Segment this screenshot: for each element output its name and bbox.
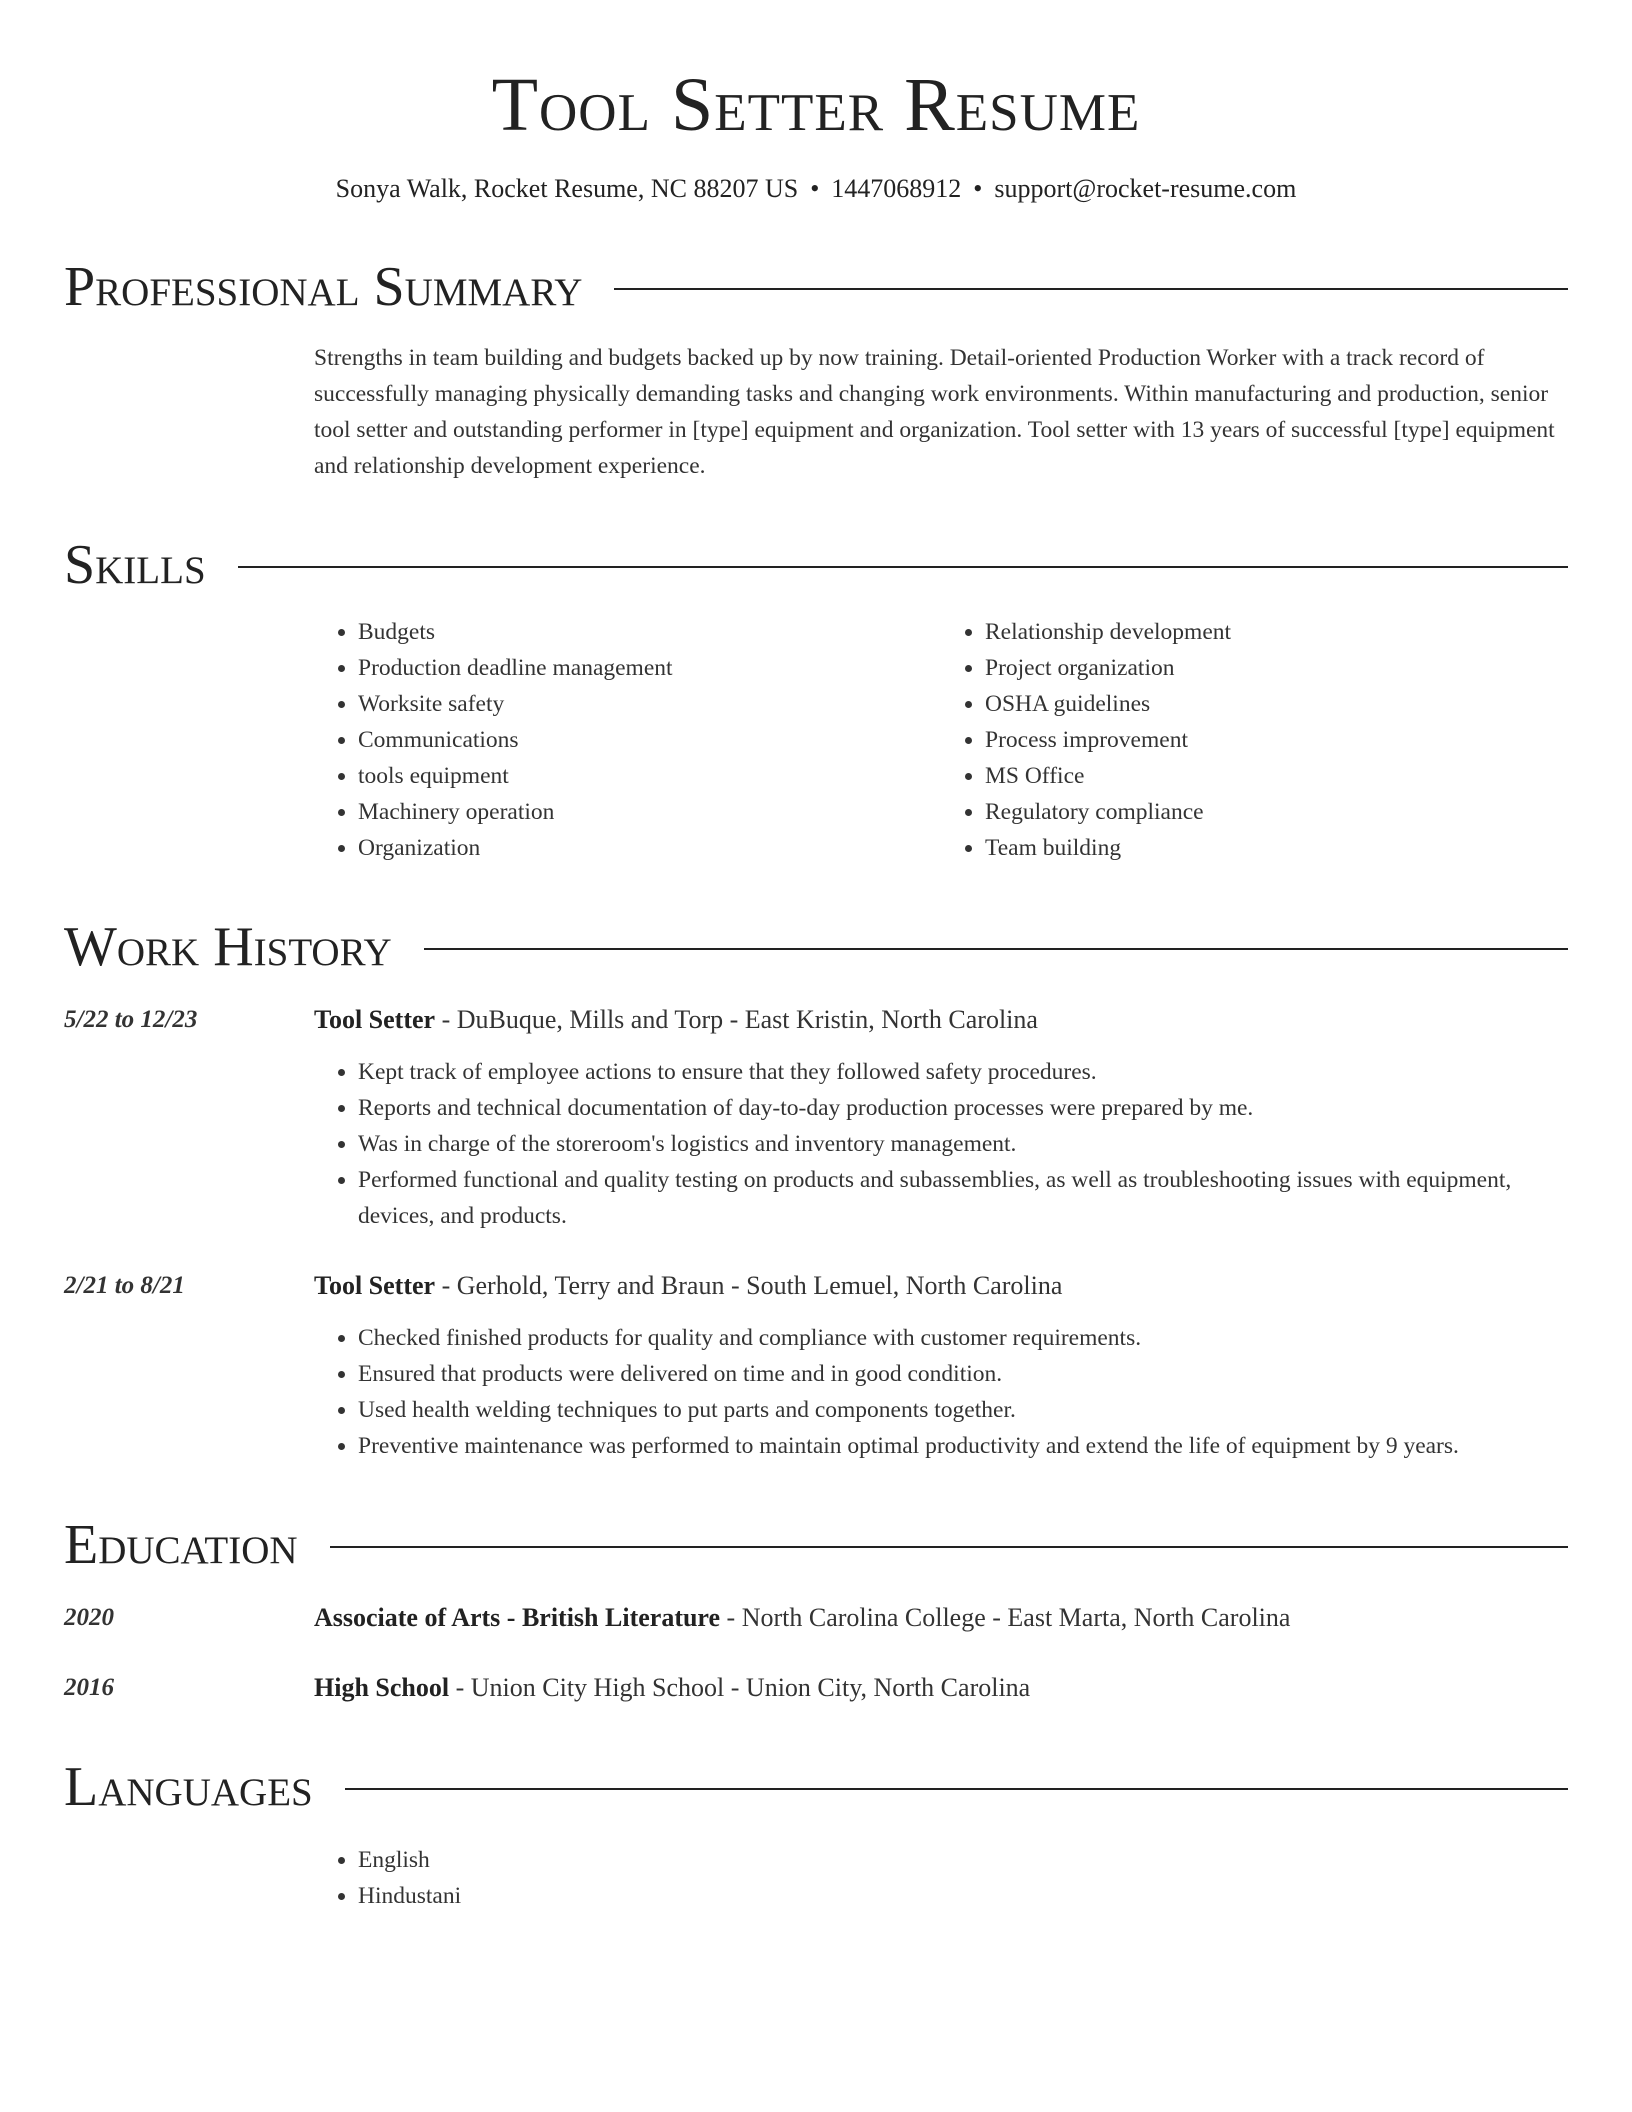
job-duties bbox=[314, 1054, 1568, 1234]
skill-item: • Process improvement bbox=[985, 722, 1568, 758]
job-employer: - Gerhold, Terry and Braun - South Lemuel, North Carolina bbox=[435, 1271, 1063, 1300]
language-item: • Hindustani bbox=[358, 1878, 1568, 1914]
education-year: 2020 bbox=[64, 1604, 114, 1631]
job-duty: • Reports and technical documentation of day-to-day production processes were prepared by me. bbox=[358, 1090, 1568, 1126]
section-divider bbox=[614, 288, 1568, 290]
skill-item: • Budgets bbox=[358, 614, 941, 650]
skill-item: • Worksite safety bbox=[358, 686, 941, 722]
skill-item: • OSHA guidelines bbox=[985, 686, 1568, 722]
education-entry bbox=[64, 1600, 1568, 1636]
education-year: 2016 bbox=[64, 1674, 114, 1701]
skill-item: • Machinery operation bbox=[358, 794, 941, 830]
job-heading bbox=[314, 1002, 1568, 1038]
job-duty: • Performed functional and quality testing on products and subassemblies, as well as troubleshooting issues with equipment, devices, and products. bbox=[358, 1162, 1568, 1234]
skill-item: • MS Office bbox=[985, 758, 1568, 794]
job-employer: - DuBuque, Mills and Torp - East Kristin, North Carolina bbox=[435, 1005, 1038, 1034]
job-duty: • Checked finished products for quality and compliance with customer requirements. bbox=[358, 1320, 1568, 1356]
page-title: Tool Setter Resume bbox=[491, 63, 1141, 147]
skills-section-header bbox=[64, 534, 1568, 596]
job-entry bbox=[64, 1002, 1568, 1234]
job-dates: 5/22 to 12/23 bbox=[64, 1006, 198, 1033]
summary-text: Strengths in team building and budgets backed up by now training. Detail-oriented Production Worker with a track record of successfully managing physically demanding tasks and changing work environments. Within manufacturing and production, senior tool setter and outstanding performer in [type] equipment and organization. Tool setter with 13 years of successful [type] equipment and relationship development experience. bbox=[314, 345, 1555, 479]
separator-bullet: • bbox=[810, 174, 820, 203]
summary-heading: Professional Summary bbox=[64, 256, 583, 318]
phone: 1447068912 bbox=[831, 174, 962, 203]
contact-line bbox=[64, 172, 1568, 206]
section-divider bbox=[424, 948, 1568, 950]
job-duty: • Preventive maintenance was performed to maintain optimal productivity and extend the life of equipment by 9 years. bbox=[358, 1428, 1568, 1464]
education-heading-line bbox=[314, 1600, 1290, 1636]
job-duty: • Kept track of employee actions to ensure that they followed safety procedures. bbox=[358, 1054, 1568, 1090]
education-degree: High School bbox=[314, 1673, 450, 1702]
job-title: Tool Setter bbox=[314, 1271, 436, 1300]
job-heading bbox=[314, 1268, 1568, 1304]
separator-bullet: • bbox=[973, 174, 983, 203]
address: Sonya Walk, Rocket Resume, NC 88207 US bbox=[335, 174, 799, 203]
job-body bbox=[314, 1002, 1568, 1234]
section-divider bbox=[238, 566, 1568, 568]
email: support@rocket-resume.com bbox=[994, 174, 1297, 203]
job-body bbox=[314, 1268, 1568, 1464]
section-divider bbox=[330, 1546, 1568, 1548]
education-heading: Education bbox=[64, 1514, 298, 1576]
section-divider bbox=[345, 1788, 1568, 1790]
work-section-header bbox=[64, 916, 1568, 978]
education-school: - North Carolina College - East Marta, North Carolina bbox=[720, 1603, 1291, 1632]
languages-heading: Languages bbox=[64, 1756, 313, 1818]
education-entry bbox=[64, 1670, 1568, 1706]
education-heading-line bbox=[314, 1670, 1030, 1706]
skills-list bbox=[314, 614, 1568, 866]
job-duty: • Ensured that products were delivered on time and in good condition. bbox=[358, 1356, 1568, 1392]
work-heading: Work History bbox=[64, 916, 392, 978]
job-dates: 2/21 to 8/21 bbox=[64, 1272, 185, 1299]
skill-item: • Regulatory compliance bbox=[985, 794, 1568, 830]
summary-section-header bbox=[64, 256, 1568, 318]
skill-item: • Project organization bbox=[985, 650, 1568, 686]
skills-heading: Skills bbox=[64, 534, 206, 596]
languages-list bbox=[314, 1842, 1568, 1914]
education-section-header bbox=[64, 1514, 1568, 1576]
job-entry bbox=[64, 1268, 1568, 1464]
job-title: Tool Setter bbox=[314, 1005, 436, 1034]
skill-item: • Production deadline management bbox=[358, 650, 941, 686]
job-duty: • Was in charge of the storeroom's logistics and inventory management. bbox=[358, 1126, 1568, 1162]
language-item: • English bbox=[358, 1842, 1568, 1878]
job-duty: • Used health welding techniques to put parts and components together. bbox=[358, 1392, 1568, 1428]
education-degree: Associate of Arts - British Literature bbox=[314, 1603, 721, 1632]
skills-column-left bbox=[314, 614, 941, 866]
skill-item: • Organization bbox=[358, 830, 941, 866]
skill-item: • tools equipment bbox=[358, 758, 941, 794]
skills-column-right bbox=[941, 614, 1568, 866]
languages-section-header bbox=[64, 1756, 1568, 1818]
skill-item: • Team building bbox=[985, 830, 1568, 866]
skill-item: • Communications bbox=[358, 722, 941, 758]
job-duties bbox=[314, 1320, 1568, 1464]
skill-item: • Relationship development bbox=[985, 614, 1568, 650]
education-school: - Union City High School - Union City, North Carolina bbox=[449, 1673, 1031, 1702]
